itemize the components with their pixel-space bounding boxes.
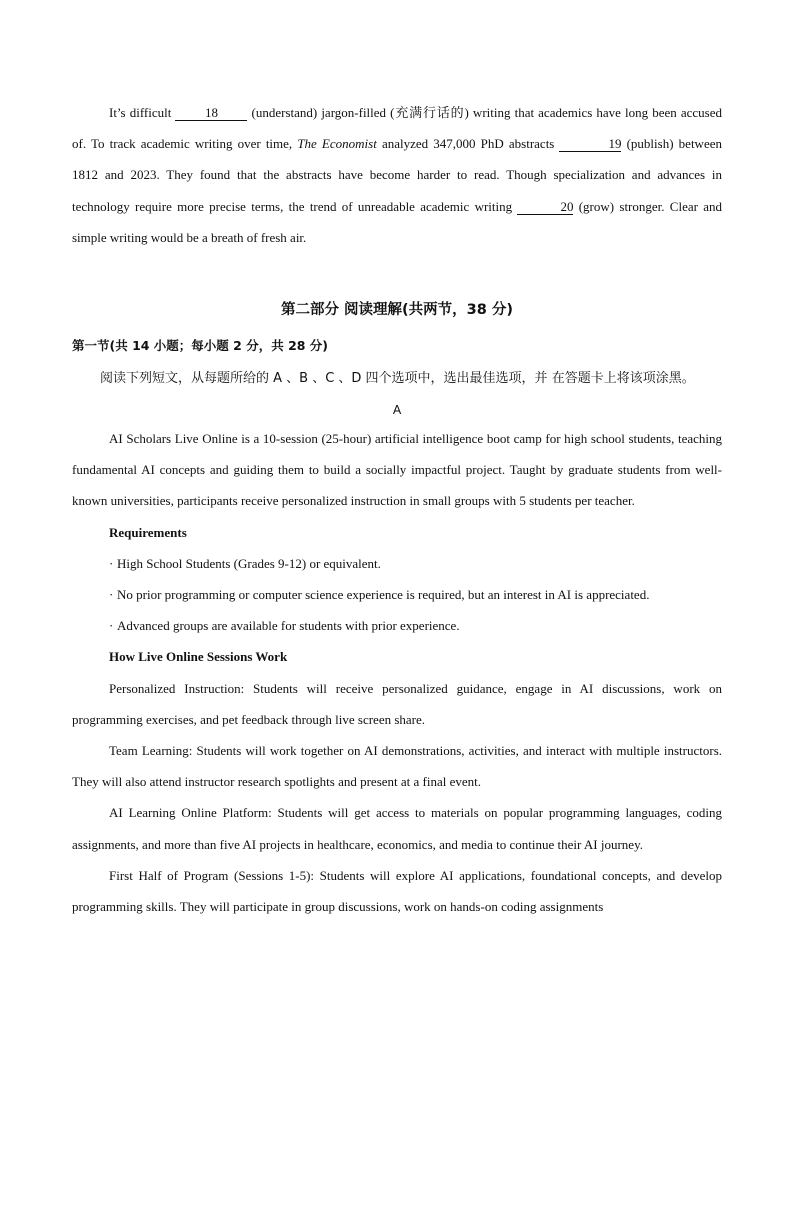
cloze-text: analyzed 347,000 PhD abstracts: [376, 136, 560, 152]
publication-name: The Economist: [297, 136, 377, 152]
first-half-paragraph: First Half of Program (Sessions 1-5): Students will explore AI applications, foundational concepts, and develop programming skills. They will participate in group discussions, work on hands-on coding assignments: [72, 867, 722, 915]
requirement-item: [72, 610, 722, 641]
blank-20: 20: [517, 199, 573, 215]
bullet-icon: ·: [109, 587, 114, 603]
bullet-icon: ·: [109, 618, 114, 634]
requirement-item: [72, 548, 722, 579]
team-learning-paragraph: Team Learning: Students will work together on AI demonstrations, activities, and interact with multiple instructors. They will also attend instructor research spotlights and present at a final event.: [72, 743, 722, 790]
cloze-text: (publish) between 1812 and 2023. They found that the abstracts have become harder to read. Though specialization and advances in technology require more precise terms, the trend of unreadable academic writing: [72, 136, 722, 214]
requirement-item: [72, 579, 722, 610]
requirement-text: No prior programming or computer science experience is required, but an interest in AI is appreciated.: [117, 587, 650, 603]
requirement-text: Advanced groups are available for students with prior experience.: [117, 618, 460, 634]
cloze-text: It’s difficult: [109, 105, 176, 120]
personalized-instruction-paragraph: Personalized Instruction: Students will receive personalized guidance, engage in AI discussions, work on programming exercises, and pet feedback through live screen share.: [72, 680, 722, 727]
cloze-paragraph: [72, 97, 722, 253]
requirements-heading: Requirements: [109, 524, 187, 540]
cloze-text: (grow) stronger. Clear and simple writing would be a breath of fresh air.: [72, 198, 723, 245]
passage-label: A: [392, 403, 402, 418]
bullet-icon: ·: [109, 555, 114, 571]
blank-18: 18: [175, 105, 247, 121]
section-title: 第一节(共 14 小题；每小题 2 分，共 28 分): [72, 338, 329, 354]
cloze-text: (understand) jargon-filled (充满行话的) writing that academics have long been accused of. To track academic writing over time,: [72, 105, 722, 152]
document-page: [0, 97, 794, 1220]
passage-intro: AI Scholars Live Online is a 10-session (25-hour) artificial intelligence boot camp for high school students, teaching fundamental AI concepts and guiding them to build a socially impactful project. Taught by graduate students from well-known universities, participants receive personalized instruction in small groups with 5 students per teacher.: [72, 431, 722, 509]
part-title: 第二部分 阅读理解(共两节，38 分): [280, 302, 514, 319]
requirement-text: High School Students (Grades 9-12) or equivalent.: [117, 555, 381, 571]
platform-paragraph: AI Learning Online Platform: Students will get access to materials on popular programming languages, coding assignments, and more than five AI projects in healthcare, economics, and media to continue their AI journey.: [72, 805, 722, 852]
instructions: 阅读下列短文，从每题所给的 A 、B 、C 、D 四个选项中，选出最佳选项，并 在答题卡上将该项涂黑。: [100, 371, 695, 387]
blank-19: 19: [559, 136, 621, 152]
how-sessions-heading: How Live Online Sessions Work: [109, 649, 288, 665]
